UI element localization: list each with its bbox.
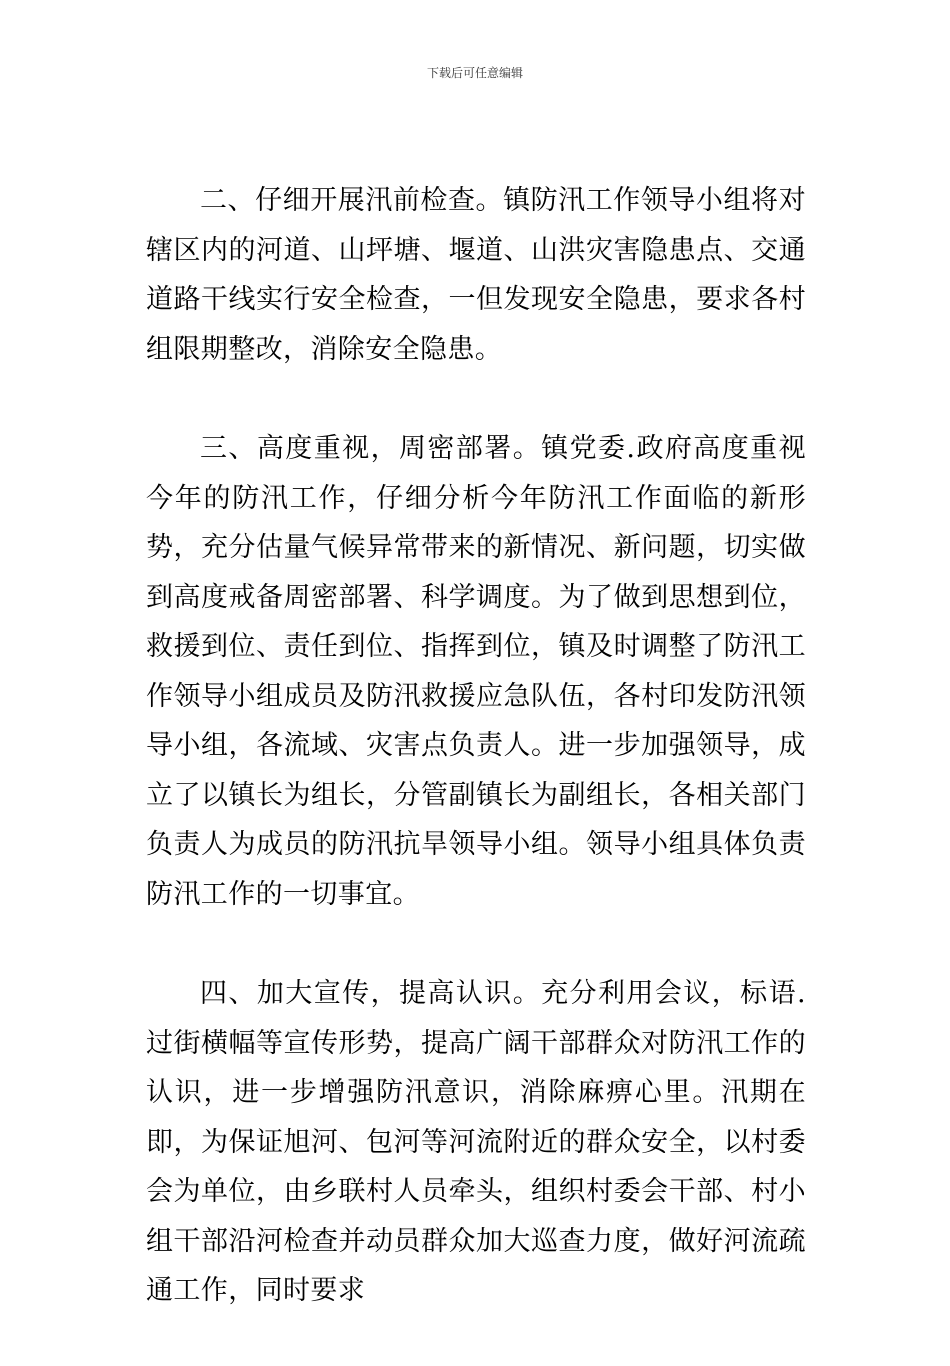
- paragraph-section-3: 三、高度重视，周密部署。镇党委.政府高度重视今年的防汛工作，仔细分析今年防汛工作面临的新形势，充分估量气候异常带来的新情况、新问题，切实做到高度戒备周密部署、科学调度。为了做到思想到位，救援到位、责任到位、指挥到位，镇及时调整了防汛工作领导小组成员及防汛救援应急队伍，各村印发防汛领导小组，各流域、灾害点负责人。进一步加强领导，成立了以镇长为组长，分管副镇长为副组长，各相关部门负责人为成员的防汛抗旱领导小组。领导小组具体负责防汛工作的一切事宜。: [146, 433, 806, 910]
- header-note: 下载后可任意编辑: [426, 66, 523, 80]
- paragraph-section-2: 二、仔细开展汛前检查。镇防汛工作领导小组将对辖区内的河道、山坪塘、堰道、山洪灾害隐患点、交通道路干线实行安全检查，一但发现安全隐患，要求各村组限期整改，消除安全隐患。: [146, 185, 806, 365]
- document-body: [146, 176, 806, 1366]
- paragraph-section-4: 四、加大宣传，提高认识。充分利用会议，标语.过街横幅等宣传形势，提高广阔干部群众对防汛工作的认识，进一步增强防汛意识，消除麻痹心里。汛期在即，为保证旭河、包河等河流附近的群众安全，以村委会为单位，由乡联村人员牵头，组织村委会干部、村小组干部沿河检查并动员群众加大巡查力度，做好河流疏通工作，同时要求: [146, 978, 806, 1306]
